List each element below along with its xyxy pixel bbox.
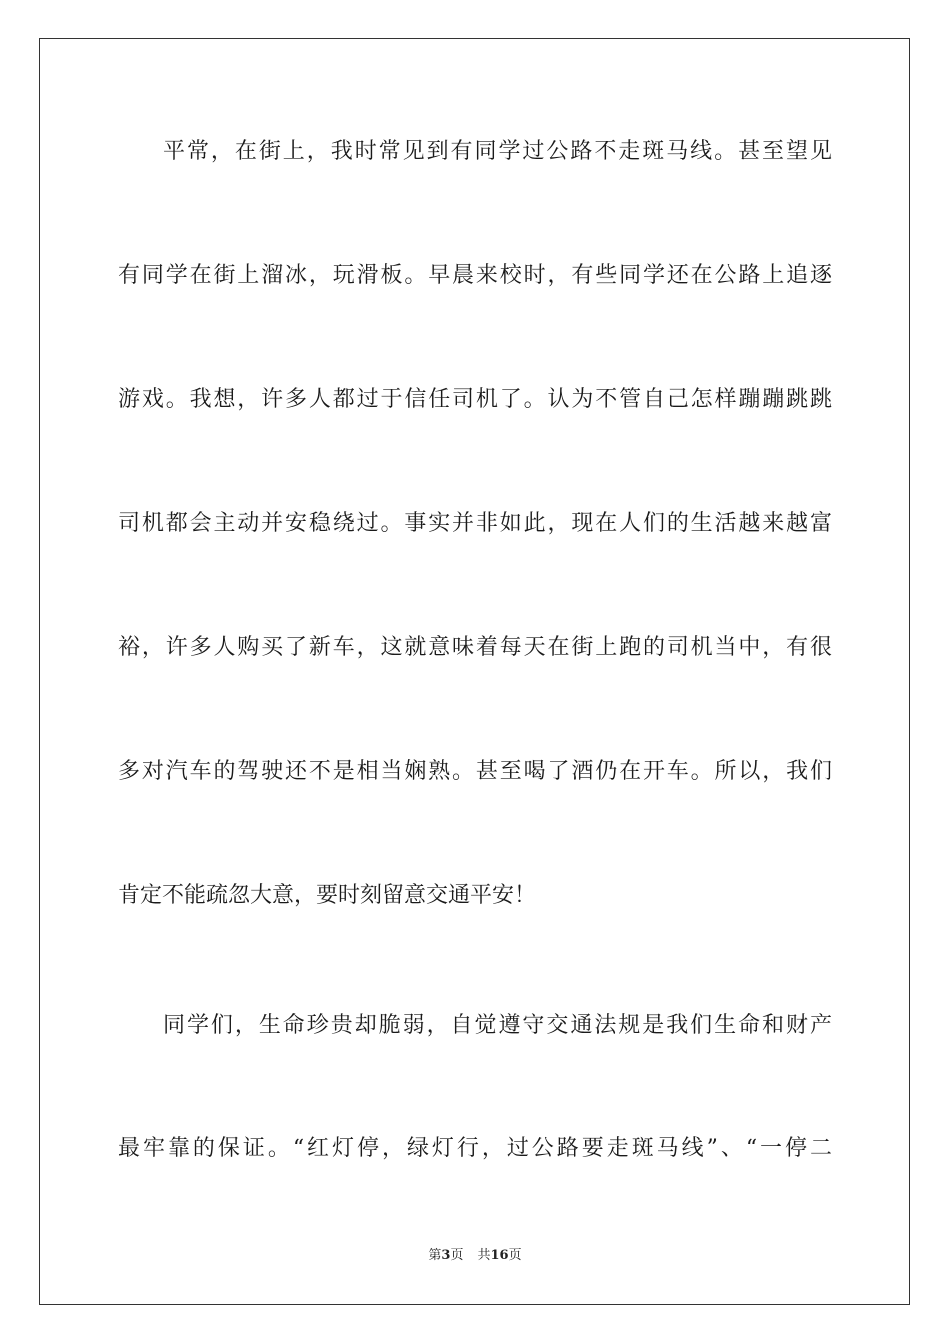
paragraph-2-line-1: 同学们，生命珍贵却脆弱，自觉遵守交通法规是我们生命和财产	[163, 1013, 832, 1038]
page-prefix: 第	[428, 1248, 442, 1263]
paragraph-1-line-1: 平常，在街上，我时常见到有同学过公路不走斑马线。甚至望见	[163, 139, 832, 164]
page-unit: 页	[450, 1248, 464, 1263]
paragraph-1-line-7: 肯定不能疏忽大意，要时刻留意交通平安！	[118, 883, 537, 908]
paragraph-2-line-2: 最牢靠的保证。“红灯停，绿灯行，过公路要走斑马线”、“一停二	[118, 1136, 832, 1161]
total-page-count: 16	[490, 1248, 509, 1263]
paragraph-1-line-4: 司机都会主动并安稳绕过。事实并非如此，现在人们的生活越来越富	[118, 511, 832, 536]
page-footer	[0, 1248, 950, 1264]
paragraph-1-line-5: 裕，许多人购买了新车，这就意味着每天在街上跑的司机当中，有很	[118, 635, 832, 660]
paragraph-1-line-3: 游戏。我想，许多人都过于信任司机了。认为不管自己怎样蹦蹦跳跳	[118, 387, 832, 412]
total-prefix: 共	[477, 1248, 491, 1263]
page-border	[39, 38, 910, 1305]
total-unit: 页	[508, 1248, 522, 1263]
paragraph-1-line-2: 有同学在街上溜冰，玩滑板。早晨来校时，有些同学还在公路上追逐	[118, 263, 832, 288]
paragraph-1-line-6: 多对汽车的驾驶还不是相当娴熟。甚至喝了酒仍在开车。所以，我们	[118, 759, 832, 784]
current-page-number: 3	[441, 1248, 451, 1263]
